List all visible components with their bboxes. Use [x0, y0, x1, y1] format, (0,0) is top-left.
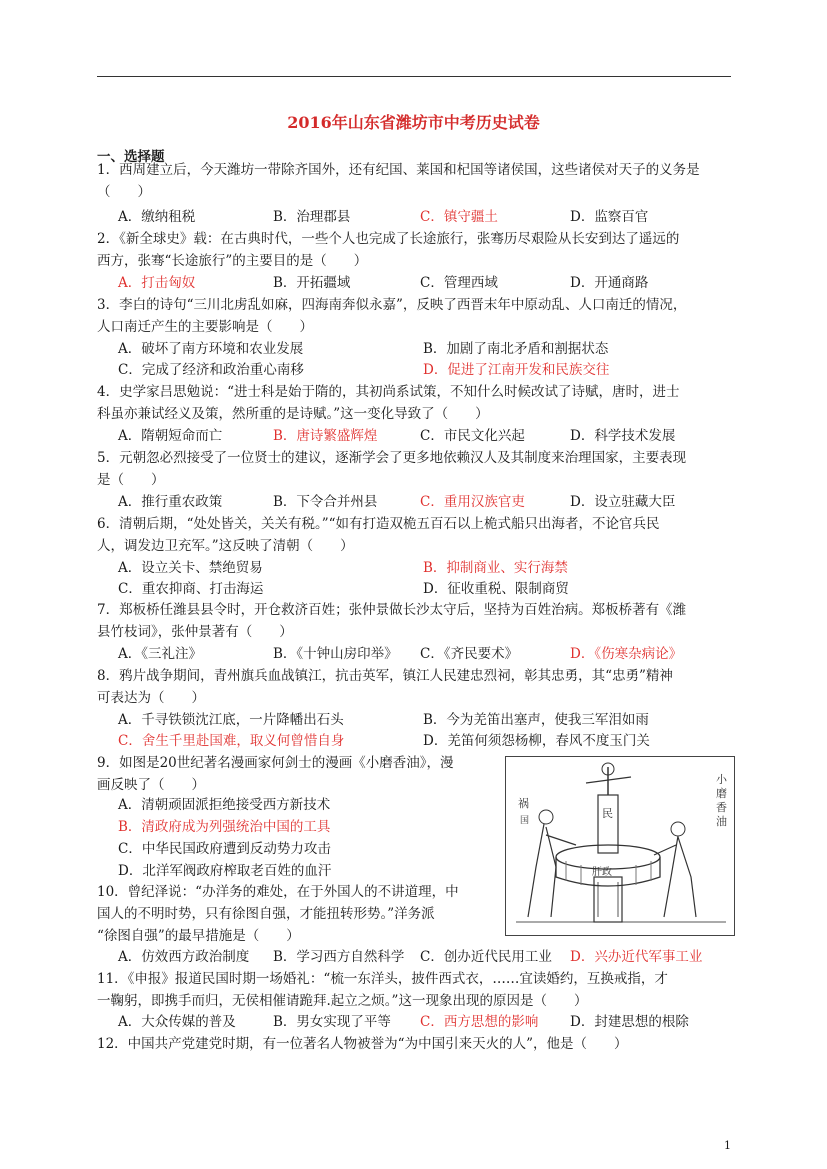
page-title: 2016年山东省潍坊市中考历史试卷: [287, 113, 540, 132]
question-8-option-B[interactable]: B．今为羌笛出塞声，使我三军泪如雨: [423, 712, 649, 728]
question-8-stem-line: 可表达为（ ）: [97, 690, 205, 706]
question-1-stem-line: （ ）: [97, 184, 151, 200]
question-9-option-A[interactable]: A．清朝顽固派拒绝接受西方新技术: [118, 797, 331, 813]
question-7-stem-line: 县竹枝词》，张仲景著有（ ）: [97, 624, 293, 640]
question-10-option-A[interactable]: A．仿效西方政治制度: [118, 949, 250, 965]
question-1-option-A[interactable]: A．缴纳租税: [118, 209, 196, 225]
question-11-option-B[interactable]: B．男女实现了平等: [273, 1014, 391, 1030]
question-5-option-B[interactable]: B．下令合并州县: [273, 494, 378, 510]
question-10-option-C[interactable]: C．创办近代民用工业: [420, 949, 552, 965]
cartoon-caption-2: 磨: [716, 787, 727, 800]
question-6-option-A[interactable]: A．设立关卡、禁绝贸易: [118, 560, 263, 576]
question-11-stem-line: 一鞠躬，即携手而归，无侯相催请跪拜.起立之烦。”这一现象出现的原因是（ ）: [97, 993, 588, 1009]
question-7-option-A[interactable]: A．《三礼注》: [118, 646, 202, 662]
question-3-option-A[interactable]: A．破坏了南方环境和农业发展: [118, 341, 304, 357]
question-11-option-C[interactable]: C．西方思想的影响: [420, 1014, 539, 1030]
question-4-stem-line: 4．史学家吕思勉说：“进士科是始于隋的，其初尚系试策，不知什么时候改试了诗赋，唐时，进士: [97, 384, 680, 400]
question-9-option-B[interactable]: B．清政府成为列强统治中国的工具: [118, 819, 331, 835]
question-8-option-D[interactable]: D．羌笛何须怨杨柳，春风不度玉门关: [423, 733, 650, 749]
question-10-option-D[interactable]: D．兴办近代军事工业: [570, 949, 703, 965]
question-2-stem-line: 2．《新全球史》载：在古典时代，一些个人也完成了长途旅行，张骞历尽艰险从长安到达了遥远的: [97, 231, 680, 247]
question-3-stem-line: 3．李白的诗句“三川北虏乱如麻，四海南奔似永嘉”，反映了西晋末年中原动乱、人口南迁的情况，: [97, 297, 687, 313]
cartoon-stone-label: 肝政: [592, 867, 612, 878]
question-9-stem-line: 画反映了（ ）: [97, 777, 205, 793]
question-5-option-A[interactable]: A．推行重农政策: [118, 494, 223, 510]
cartoon-figure: [505, 756, 735, 936]
cartoon-caption-3: 香: [716, 801, 727, 814]
question-9-option-C[interactable]: C．中华民国政府遭到反动势力攻击: [118, 841, 331, 857]
question-1-option-C[interactable]: C．镇守疆土: [420, 209, 498, 225]
question-1-option-D[interactable]: D．监察百官: [570, 209, 649, 225]
question-11-option-A[interactable]: A．大众传媒的普及: [118, 1014, 236, 1030]
question-10-stem-line: 10．曾纪泽说：“办洋务的难处，在于外国人的不讲道理，中: [97, 884, 459, 900]
question-6-option-D[interactable]: D．征收重税、限制商贸: [423, 581, 569, 597]
question-8-stem-line: 8．鸦片战争期间，青州旗兵血战镇江，抗击英军，镇江人民建忠烈祠，彰其忠勇，其“忠勇”精神: [97, 668, 673, 684]
question-4-option-B[interactable]: B．唐诗繁盛辉煌: [273, 428, 378, 444]
question-7-stem-line: 7．郑板桥任潍县县令时，开仓救济百姓；张仲景做长沙太守后，坚持为百姓治病。郑板桥著有《潍: [97, 602, 687, 618]
question-2-option-A[interactable]: A．打击匈奴: [118, 275, 196, 291]
cartoon-caption-4: 油: [716, 815, 727, 828]
question-4-option-A[interactable]: A．隋朝短命而亡: [118, 428, 223, 444]
question-11-stem-line: 11．《申报》报道民国时期一场婚礼：“梳一东洋头，披件西式衣，……宜读婚约，互换戒指，才: [97, 971, 668, 987]
question-7-option-C[interactable]: C．《齐民要术》: [420, 646, 519, 662]
header-rule: [97, 76, 731, 77]
question-1-option-B[interactable]: B．治理郡县: [273, 209, 351, 225]
question-11-option-D[interactable]: D．封建思想的根除: [570, 1014, 689, 1030]
question-9-stem-line: 9．如图是20世纪著名漫画家何剑士的漫画《小磨香油》，漫: [97, 755, 454, 771]
question-6-stem-line: 人，调发边卫充军。”这反映了清朝（ ）: [97, 538, 354, 554]
question-1-stem-line: 1．西周建立后，今天潍坊一带除齐国外，还有纪国、莱国和杞国等诸侯国，这些诸侯对天子的义务是: [97, 162, 700, 178]
cartoon-illustration: [506, 757, 734, 935]
page-number: 1: [724, 1139, 731, 1152]
question-6-option-C[interactable]: C．重农抑商、打击海运: [118, 581, 264, 597]
question-10-stem-line: “徐图自强”的最早措施是（ ）: [97, 928, 300, 944]
question-2-stem-line: 西方，张骞“长途旅行”的主要目的是（ ）: [97, 253, 368, 269]
question-2-option-C[interactable]: C．管理西域: [420, 275, 498, 291]
question-8-option-C[interactable]: C．舍生千里赴国难，取义何曾惜自身: [118, 733, 345, 749]
question-8-option-A[interactable]: A．千寻铁锁沈江底，一片降幡出石头: [118, 712, 344, 728]
question-3-option-C[interactable]: C．完成了经济和政治重心南移: [118, 362, 304, 378]
cartoon-mill-label: 民: [602, 807, 613, 820]
question-3-option-D[interactable]: D．促进了江南开发和民族交往: [423, 362, 610, 378]
cartoon-caption-1: 小: [716, 773, 727, 786]
question-2-option-D[interactable]: D．开通商路: [570, 275, 649, 291]
cartoon-left-label-1: 祸: [518, 797, 529, 810]
question-5-option-C[interactable]: C．重用汉族官吏: [420, 494, 525, 510]
question-5-stem-line: 是（ ）: [97, 472, 165, 488]
question-5-stem-line: 5．元朝忽必烈接受了一位贤士的建议，逐渐学会了更多地依赖汉人及其制度来治理国家，主要表现: [97, 450, 687, 466]
question-9-option-D[interactable]: D．北洋军阀政府榨取老百姓的血汗: [118, 863, 332, 879]
question-2-option-B[interactable]: B．开拓疆域: [273, 275, 351, 291]
section-heading: 一、选择题: [97, 149, 165, 165]
cartoon-left-label-2: 国: [520, 816, 530, 826]
question-10-stem-line: 国人的不明时势，只有徐图自强，才能扭转形势。”洋务派: [97, 906, 435, 922]
question-3-option-B[interactable]: B．加剧了南北矛盾和割据状态: [423, 341, 609, 357]
question-7-option-D[interactable]: D．《伤寒杂病论》: [570, 646, 683, 662]
question-6-option-B[interactable]: B．抑制商业、实行海禁: [423, 560, 568, 576]
question-3-stem-line: 人口南迁产生的主要影响是（ ）: [97, 319, 313, 335]
question-4-stem-line: 科虽亦兼试经义及策，然所重的是诗赋。”这一变化导致了（ ）: [97, 406, 489, 422]
question-7-option-B[interactable]: B．《十钟山房印举》: [273, 646, 398, 662]
question-4-option-D[interactable]: D．科学技术发展: [570, 428, 676, 444]
question-5-option-D[interactable]: D．设立驻藏大臣: [570, 494, 676, 510]
question-12-stem-line: 12．中国共产党建党时期，有一位著名人物被誉为“为中国引来天火的人”，他是（ ）: [97, 1036, 628, 1052]
question-10-option-B[interactable]: B．学习西方自然科学: [273, 949, 405, 965]
question-4-option-C[interactable]: C．市民文化兴起: [420, 428, 525, 444]
question-6-stem-line: 6．清朝后期，“处处皆关，关关有税。”“如有打造双桅五百石以上桅式船只出海者，不论官兵民: [97, 516, 660, 532]
